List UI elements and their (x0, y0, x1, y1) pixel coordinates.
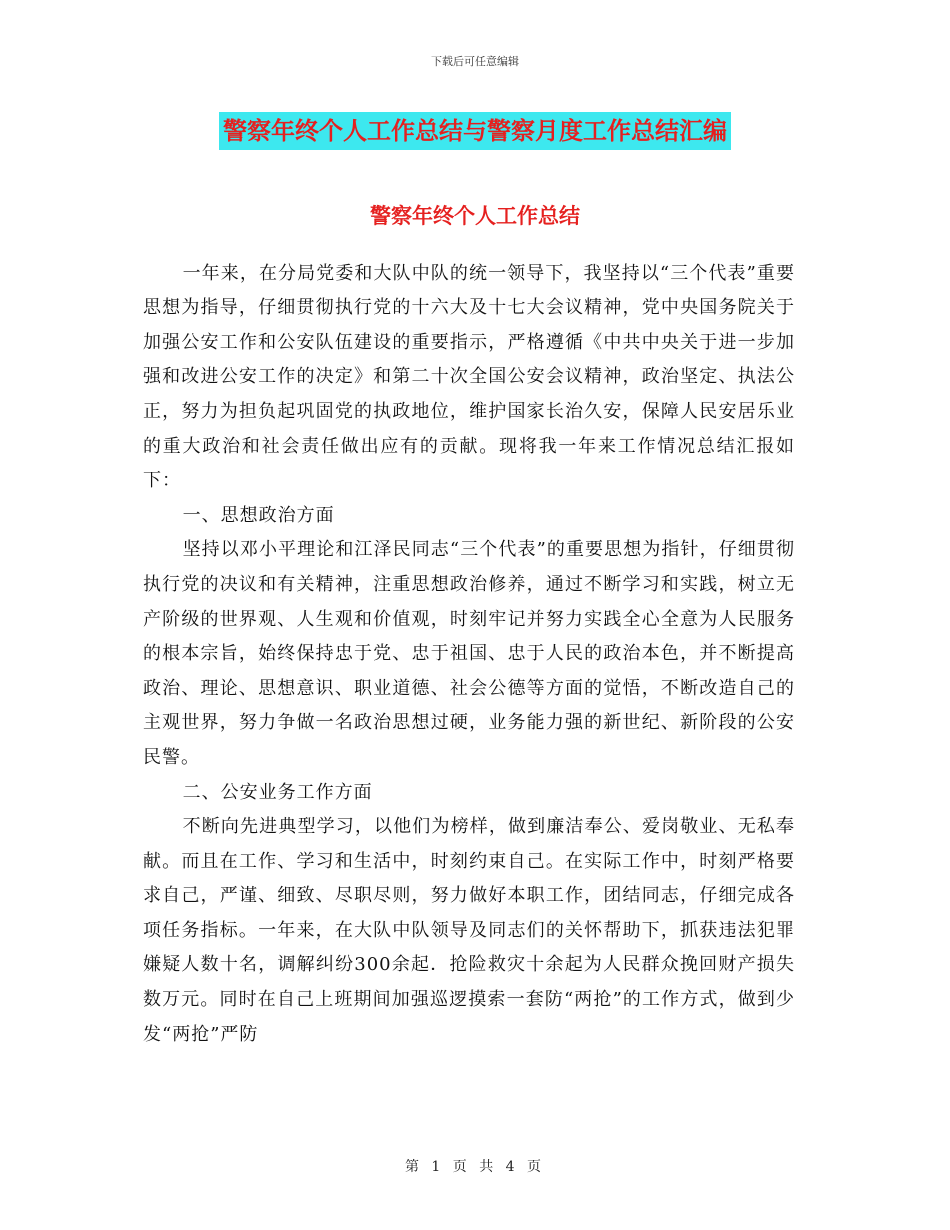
page-number: 第 1 页 共 4 页 (404, 1159, 546, 1175)
section-heading-ideology: 一、思想政治方面 (182, 504, 335, 526)
paragraph-ideology: 坚持以邓小平理论和江泽民同志“三个代表”的重要思想为指针，仔细贯彻执行党的决议和有关精神，注重思想政治修养，通过不断学习和实践，树立无产阶级的世界观、人生观和价值观，时刻牢记并努力实践全心全意为人民服务的根本宗旨，始终保持忠于党、忠于祖国、忠于人民的政治本色，并不断提高政治、理论、思想意识、职业道德、社会公德等方面的觉悟，不断改造自己的主观世界，努力争做一名政治思想过硬，业务能力强的新世纪、新阶段的公安民警。 (143, 539, 795, 768)
section-heading-police-work: 二、公安业务工作方面 (182, 781, 373, 803)
sub-title: 警察年终个人工作总结 (370, 203, 580, 228)
page-header-note: 下载后可任意编辑 (431, 55, 519, 68)
title-spacer (143, 222, 795, 257)
paragraph-police-work: 不断向先进典型学习，以他们为榜样，做到廉洁奉公、爱岗敬业、无私奉献。而且在工作、学习和生活中，时刻约束自己。在实际工作中，时刻严格要求自己，严谨、细致、尽职尽则，努力做好本职工作，团结同志，仔细完成各项任务指标。一年来，在大队中队领导及同志们的关怀帮助下，抓获违法犯罪嫌疑人数十名，调解纠纷300余起．抢险救灾十余起为人民群众挽回财产损失数万元。同时在自己上班期间加强巡逻摸索一套防“两抢”的工作方式，做到少发“两抢”严防 (143, 816, 795, 1045)
document-body (143, 222, 795, 1052)
paragraph-intro: 一年来，在分局党委和大队中队的统一领导下，我坚持以“三个代表”重要思想为指导，仔细贯彻执行党的十六大及十七大会议精神，党中央国务院关于加强公安工作和公安队伍建设的重要指示，严格遵循《中共中央关于进一步加强和改进公安工作的决定》和第二十次全国公安会议精神，政治坚定、执法公正，努力为担负起巩固党的执政地位，维护国家长治久安，保障人民安居乐业的重大政治和社会责任做出应有的贡献。现将我一年来工作情况总结汇报如下： (143, 262, 795, 492)
main-title: 警察年终个人工作总结与警察月度工作总结汇编 (219, 112, 731, 150)
main-title-container (0, 112, 950, 150)
